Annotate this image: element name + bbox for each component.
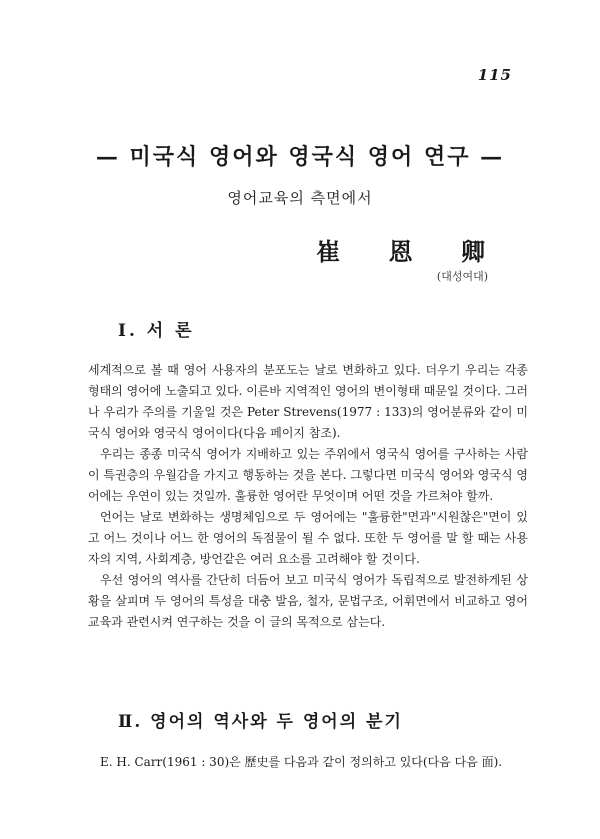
paragraph: 언어는 날로 변화하는 생명체임으로 두 영어에는 "훌륭한"면과"시원찮은"면이 있고 어느 것이나 어느 한 영어의 독점물이 될 수 없다. 또한 두 영어를 말 할 때는 사용자의 지역, 사회계층, 방언같은 여러 요소를 고려해야 할 것이다. bbox=[88, 510, 528, 566]
author-name: 崔 恩 卿 bbox=[316, 237, 505, 266]
article-subtitle: 영어교육의 측면에서 bbox=[227, 189, 373, 207]
paragraph: E. H. Carr(1961 : 30)은 歷史를 다음과 같이 정의하고 있다(다음 다음 面). bbox=[100, 755, 503, 769]
introduction-body bbox=[88, 360, 528, 633]
author-affiliation: (대성여대) bbox=[436, 270, 488, 283]
article-title: — 미국식 영어와 영국식 영어 연구 — bbox=[95, 144, 505, 170]
history-body bbox=[88, 752, 528, 773]
paragraph: 우리는 종종 미국식 영어가 지배하고 있는 주위에서 영국식 영어를 구사하는 사람이 특권층의 우월감을 가지고 행동하는 것을 본다. 그렇다면 미국식 영어와 영국식 영어에는 우연이 있는 것일까. 훌륭한 영어란 무엇이며 어떤 것을 가르쳐야 할까. bbox=[88, 447, 528, 503]
page-number: 115 bbox=[477, 66, 512, 84]
paragraph: 우선 영어의 역사를 간단히 더듬어 보고 미국식 영어가 독립적으로 발전하게된 상황을 살피며 두 영어의 특성을 대충 발음, 철자, 문법구조, 어휘면에서 비교하고 영어교육과 관련시켜 연구하는 것을 이 글의 목적으로 삼는다. bbox=[88, 573, 528, 629]
section-heading-introduction: Ⅰ. 서 론 bbox=[118, 321, 195, 341]
section-heading-history: Ⅱ. 영어의 역사와 두 영어의 분기 bbox=[118, 712, 403, 732]
paragraph: 세계적으로 볼 때 영어 사용자의 분포도는 날로 변화하고 있다. 더우기 우리는 각종 형태의 영어에 노출되고 있다. 이른바 지역적인 영어의 변이형태 때문일 것이다. 그러나 우리가 주의를 기울일 것은 Peter Strevens(1977 : 133)의 영어분류와 같이 미국식 영어와 영국식 영어이다(다음 페이지 참조). bbox=[88, 363, 528, 440]
